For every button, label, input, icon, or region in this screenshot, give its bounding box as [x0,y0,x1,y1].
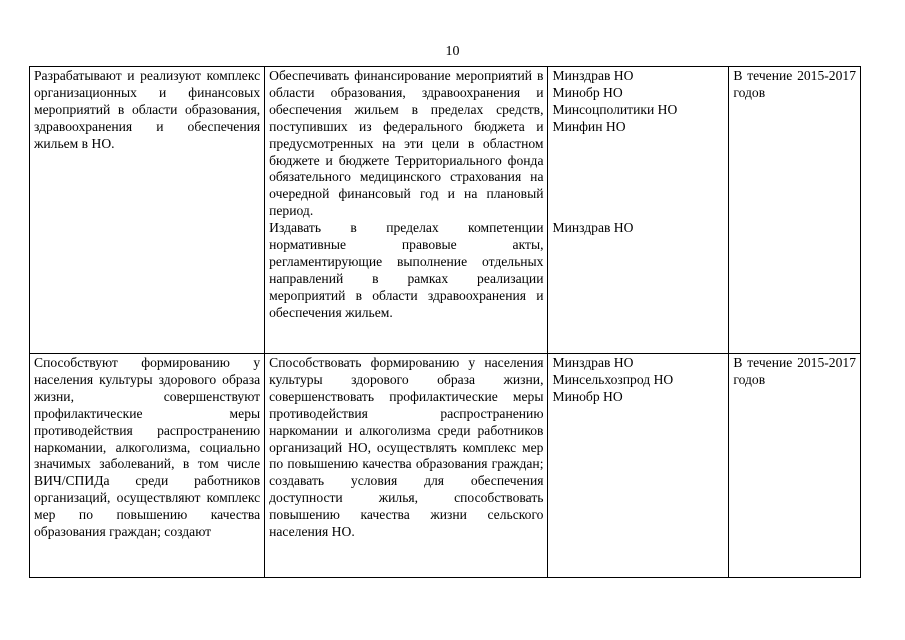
table-row [30,67,861,354]
measure-description-cell: Способствуют формированию у населения культуры здорового образа жизни, совершенствуют профилактические меры противодействия распространению наркомании, алкоголизма, социально значимых заболеваний, в том числе ВИЧ/СПИДа среди работников организаций, осуществляют комплекс мер по повышению качества образования граждан; создают [30,354,265,578]
action-cell [265,67,548,354]
action-paragraph: Обеспечивать финансирование мероприятий в области образования, здравоохранения и обеспечения жильем в пределах средств, поступивших из федерального бюджета и предусмотренных на эти цели в областном бюджете и бюджете Территориального фонда обязательного медицинского страхования на очередной финансовый год и на плановый период. [269,68,544,219]
action-paragraph: Издавать в пределах компетенции нормативные правовые акты, регламентирующие выполнение отдельных направлений в рамках реализации мероприятий в области здравоохранения и обеспечения жильем. [269,220,544,320]
responsible-org: Минобр НО [552,388,623,404]
responsible-org: Минздрав НО [552,219,634,235]
action-cell: Способствовать формированию у населения культуры здорового образа жизни, совершенствовать профилактические меры противодействия распространению наркомании и алкоголизма среди работников организаций НО, осуществлять комплекс мер по повышению качества образования граждан; создавать условия для обеспечения доступности жилья, способствовать повышению качества жизни сельского населения НО. [265,354,548,578]
responsible-org: Минздрав НО [552,355,634,370]
responsible-org: Минздрав НО [552,68,634,83]
deadline-cell: В течение 2015-2017 годов [729,354,861,578]
responsible-cell [548,354,729,578]
responsible-cell [548,67,729,354]
deadline-cell: В течение 2015-2017 годов [729,67,861,354]
measure-description-cell: Разрабатывают и реализуют комплекс организационных и финансовых мероприятий в области образования, здравоохранения и обеспечения жильем в НО. [30,67,265,354]
table-row [30,354,861,578]
responsible-org: Минфин НО [552,118,626,134]
page-number: 10 [445,44,460,59]
measures-table [29,66,861,578]
responsible-org: Минобр НО [552,84,623,100]
responsible-org: Минсоцполитики НО [552,101,678,117]
responsible-org: Минсельхозпрод НО [552,371,674,387]
